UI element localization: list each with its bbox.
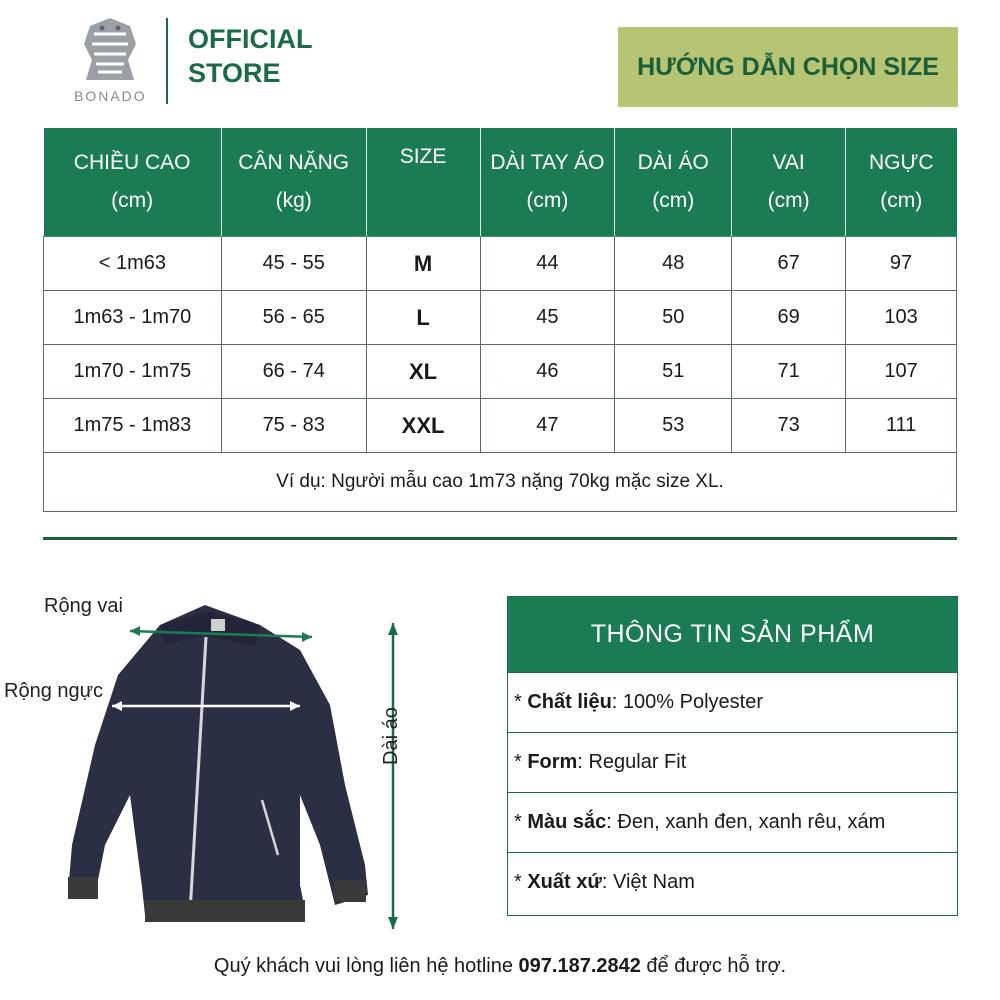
example-row [44,453,957,512]
info-key: Form [527,751,578,773]
shoulder-width-label: Rộng vai [44,595,123,617]
tiger-logo-icon [76,14,144,84]
official-store-label [188,22,312,90]
cell-chest: 111 [846,399,957,453]
size-table [43,128,957,512]
cell-sleeve: 46 [480,345,615,399]
cell-height: 1m75 - 1m83 [44,399,222,453]
cell-size: XXL [366,399,480,453]
table-row [44,345,957,399]
cell-size: L [366,291,480,345]
info-value: : Việt Nam [601,871,695,893]
header-weight: CÂN NẶNG (kg) [221,128,366,237]
jacket-icon [0,595,440,935]
chest-width-label: Rộng ngực [4,680,104,702]
cell-length: 48 [615,237,732,291]
info-key: Xuất xứ [527,871,602,893]
info-value: : 100% Polyester [611,691,763,713]
table-row [44,237,957,291]
size-table-header [44,128,957,237]
header-chest: NGỰC (cm) [846,128,957,237]
header-size: SIZE [366,128,480,237]
header-body-length: DÀI ÁO (cm) [615,128,732,237]
size-example-note: Ví dụ: Người mẫu cao 1m73 nặng 70kg mặc size XL. [44,453,957,512]
cell-size: M [366,237,480,291]
cell-chest: 107 [846,345,957,399]
header-sleeve-length: DÀI TAY ÁO (cm) [480,128,615,237]
brand-name: BONADO [74,88,147,104]
store-line-1: OFFICIAL [188,24,313,54]
cell-sleeve: 44 [480,237,615,291]
cell-weight: 45 - 55 [221,237,366,291]
cell-shoulder: 67 [732,237,846,291]
product-info-title: THÔNG TIN SẢN PHẨM [508,597,957,672]
footer-text-after: để được hỗ trợ. [640,955,787,977]
cell-chest: 97 [846,237,957,291]
cell-weight: 75 - 83 [221,399,366,453]
cell-shoulder: 73 [732,399,846,453]
info-row-material: * Chất liệu : 100% Polyester [508,672,957,732]
info-row-form: * Form : Regular Fit [508,732,957,792]
footer-text-before: Quý khách vui lòng liên hệ hotline [213,955,519,977]
jacket-illustration [0,595,440,935]
header-height: CHIỀU CAO (cm) [44,128,222,237]
cell-length: 53 [615,399,732,453]
info-row-origin: * Xuất xứ : Việt Nam [508,852,957,912]
cell-size: XL [366,345,480,399]
cell-shoulder: 69 [732,291,846,345]
table-row [44,399,957,453]
size-guide-banner: HƯỚNG DẪN CHỌN SIZE [618,27,958,107]
cell-height: < 1m63 [44,237,222,291]
cell-shoulder: 71 [732,345,846,399]
info-key: Chất liệu [527,691,612,713]
body-length-label: Dài áo [380,707,402,765]
cell-height: 1m70 - 1m75 [44,345,222,399]
header-divider [166,18,168,104]
info-row-color: * Màu sắc : Đen, xanh đen, xanh rêu, xám [508,792,957,852]
hotline-footer [0,955,1000,978]
brand-logo [74,14,154,106]
table-row [44,291,957,345]
cell-chest: 103 [846,291,957,345]
info-value: : Đen, xanh đen, xanh rêu, xám [606,811,886,833]
cell-weight: 56 - 65 [221,291,366,345]
section-divider [43,537,957,540]
cell-sleeve: 45 [480,291,615,345]
info-value: : Regular Fit [577,751,687,773]
product-info-box [507,596,958,916]
info-key: Màu sắc [527,811,607,833]
header-shoulder: VAI (cm) [732,128,846,237]
cell-height: 1m63 - 1m70 [44,291,222,345]
cell-length: 51 [615,345,732,399]
hotline-number: 097.187.2842 [518,955,641,977]
cell-weight: 66 - 74 [221,345,366,399]
store-line-2: STORE [188,58,281,88]
cell-length: 50 [615,291,732,345]
cell-sleeve: 47 [480,399,615,453]
